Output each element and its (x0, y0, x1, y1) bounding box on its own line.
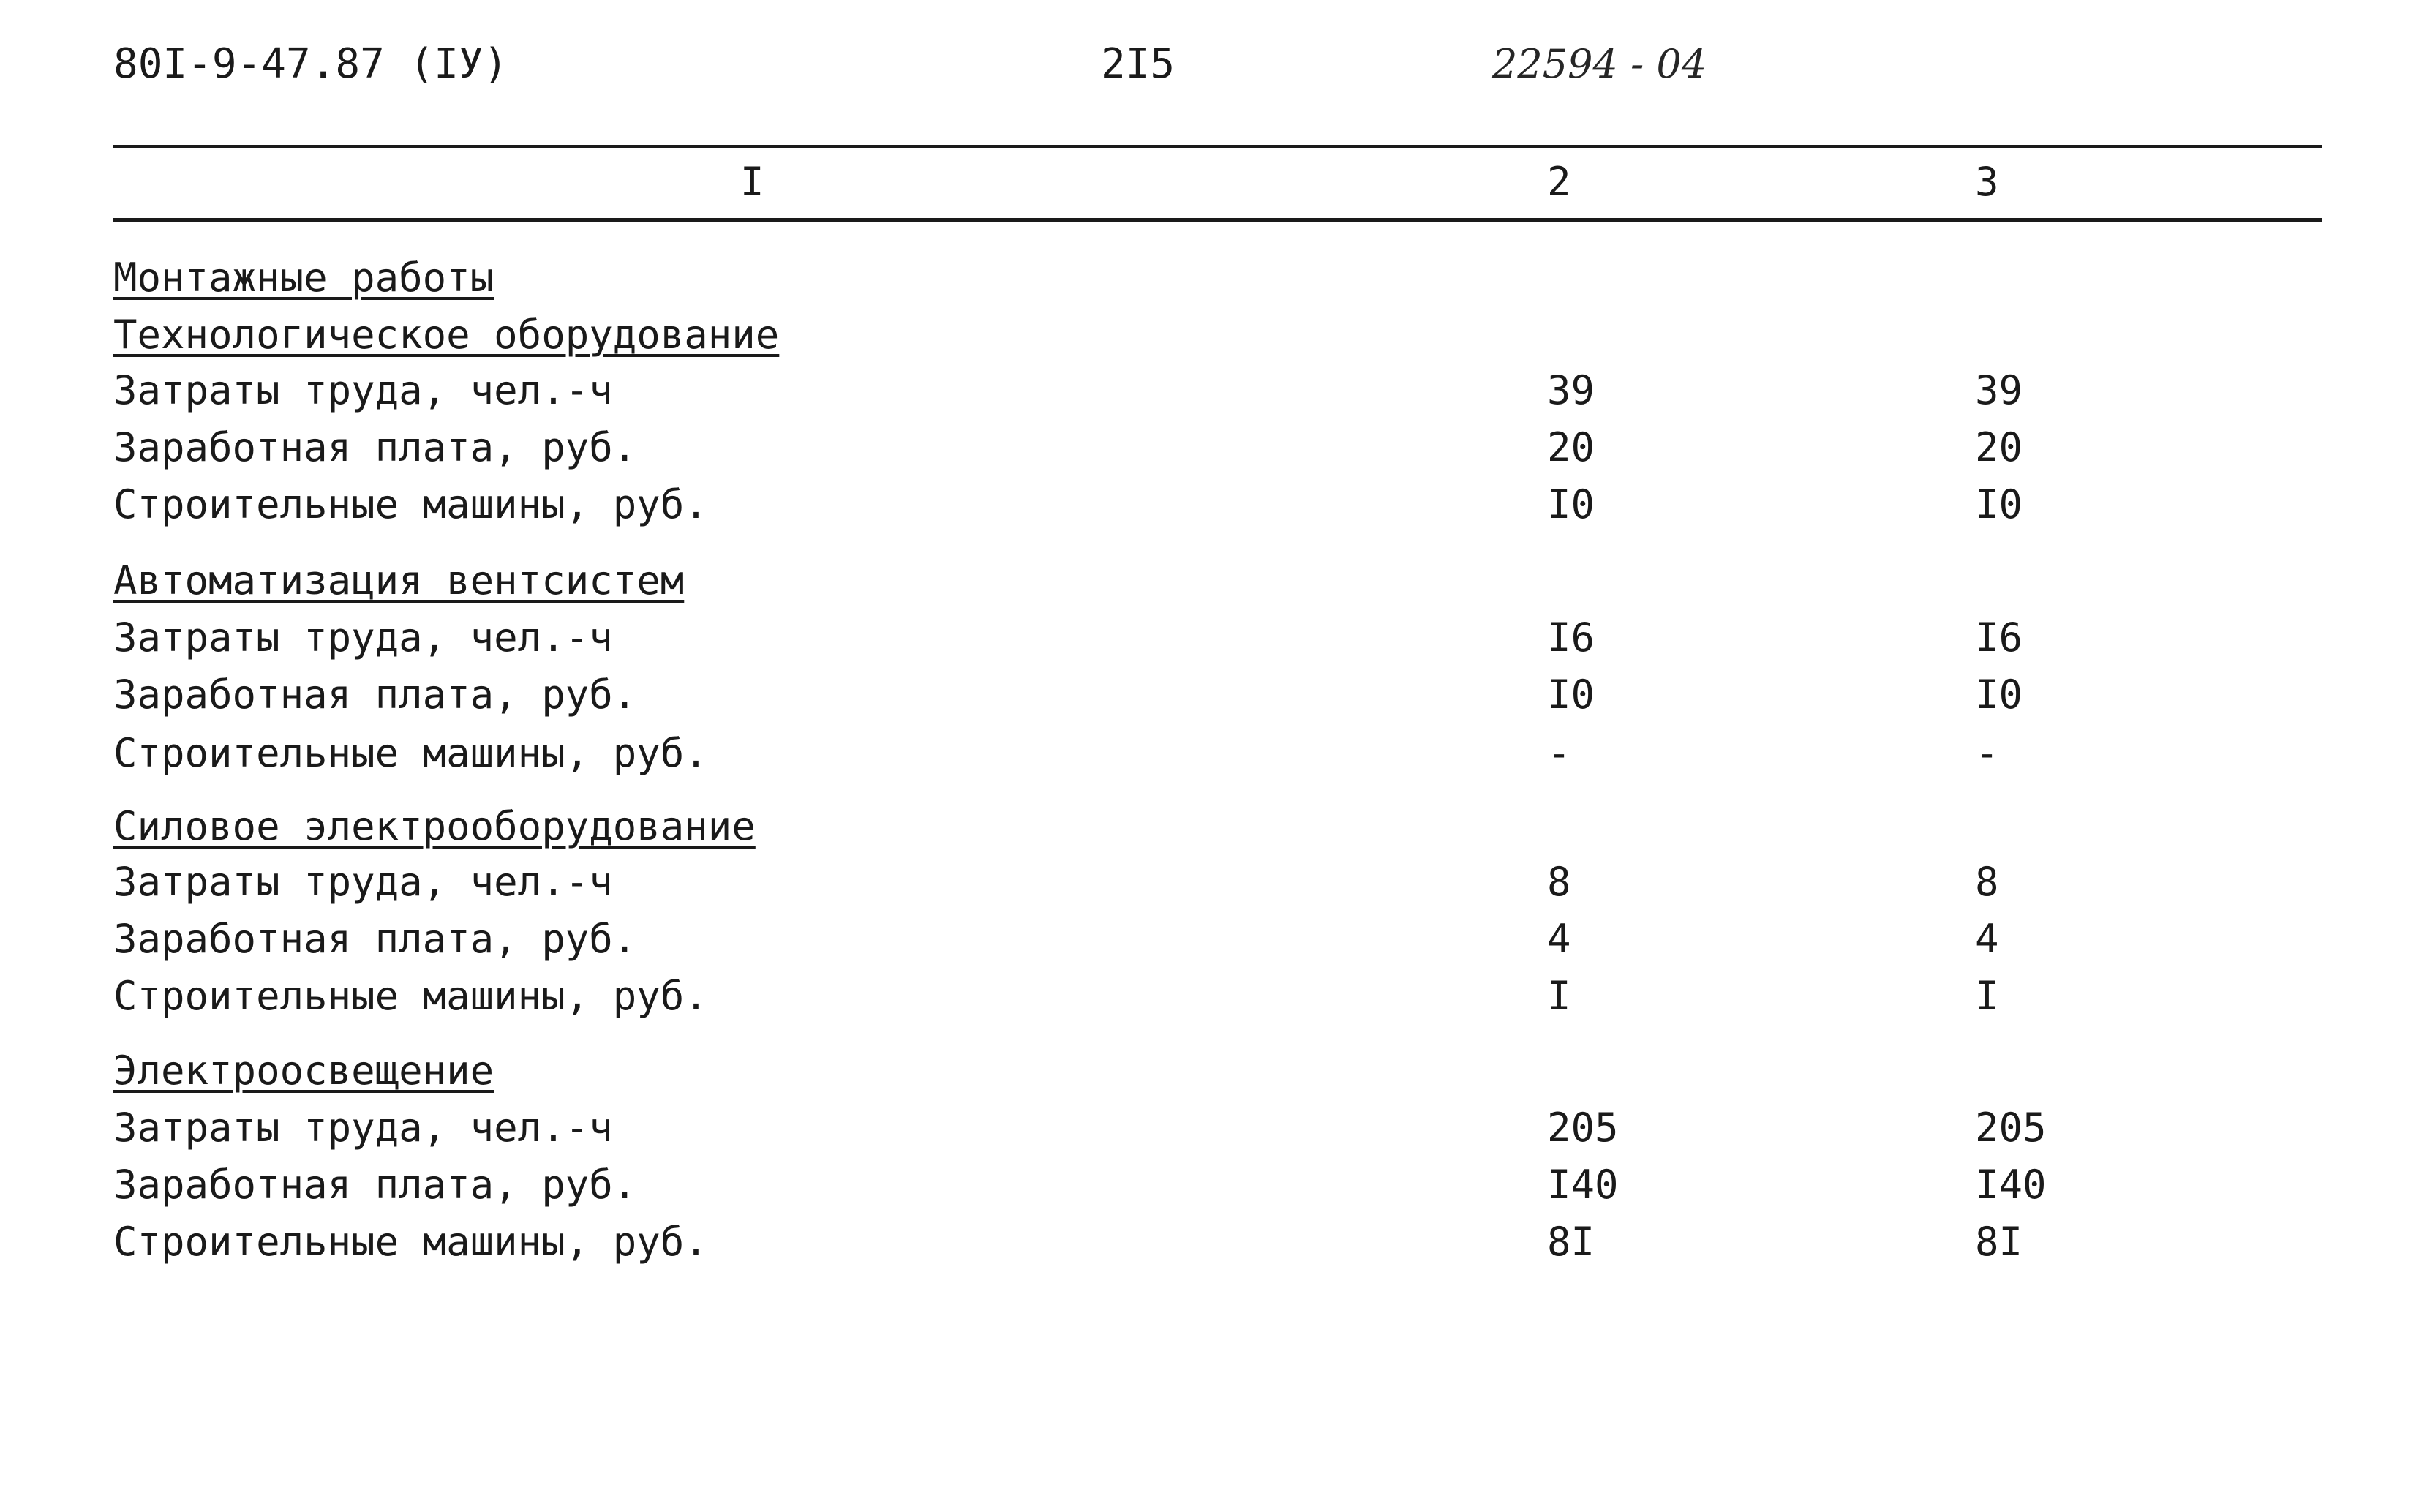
row-value-col2: I6 (1547, 614, 1595, 661)
row-value-col3: I (1975, 973, 1999, 1019)
row-value-col3: I0 (1975, 481, 2023, 527)
row-label: Затраты труда, чел.-ч (113, 614, 613, 661)
row-value-col2: 4 (1547, 916, 1571, 962)
table-header-rule (113, 218, 2322, 222)
handwritten-number: 22594 - 04 (1492, 41, 1707, 87)
row-value-col2: 20 (1547, 424, 1595, 470)
section-title-electric-lighting: Электроосвещение (113, 1048, 494, 1094)
page-number: 2I5 (1101, 40, 1175, 88)
row-label: Строительные машины, руб. (113, 481, 708, 527)
row-value-col2: - (1547, 730, 1571, 776)
table-row (0, 613, 2419, 666)
table-row (0, 1103, 2419, 1156)
table-row (0, 729, 2419, 781)
row-value-col3: 4 (1975, 916, 1999, 962)
table-row (0, 366, 2419, 418)
table-row (0, 670, 2419, 723)
row-value-col3: - (1975, 730, 1999, 776)
row-label: Строительные машины, руб. (113, 1219, 708, 1265)
section-title-power-electrical-equipment: Силовое электрооборудование (113, 803, 756, 849)
table-row (0, 423, 2419, 475)
row-label: Затраты труда, чел.-ч (113, 367, 613, 413)
row-label: Строительные машины, руб. (113, 973, 708, 1019)
row-label: Затраты труда, чел.-ч (113, 1105, 613, 1151)
row-value-col2: I (1547, 973, 1571, 1019)
table-row (0, 857, 2419, 910)
row-value-col3: 205 (1975, 1105, 2047, 1151)
section-title-ventilation-automation: Автоматизация вентсистем (113, 557, 685, 603)
row-label: Затраты труда, чел.-ч (113, 859, 613, 905)
row-label: Заработная плата, руб. (113, 672, 637, 718)
row-value-col3: 8 (1975, 859, 1999, 905)
table-top-rule (113, 145, 2322, 148)
row-value-col3: I0 (1975, 672, 2023, 718)
row-label: Заработная плата, руб. (113, 1162, 637, 1208)
row-value-col2: 39 (1547, 367, 1595, 413)
document-code: 80I-9-47.87 (IУ) (113, 40, 508, 88)
table-row (0, 480, 2419, 533)
row-value-col3: 39 (1975, 367, 2023, 413)
table-row (0, 1160, 2419, 1213)
column-header-1: I (740, 159, 764, 205)
table-row (0, 1217, 2419, 1270)
section-title-technological-equipment: Технологическое оборудование (113, 312, 780, 358)
row-value-col2: I0 (1547, 481, 1595, 527)
row-value-col3: I40 (1975, 1162, 2047, 1208)
row-value-col2: 205 (1547, 1105, 1619, 1151)
column-header-3: 3 (1975, 159, 1999, 205)
section-title-installation-works: Монтажные работы (113, 255, 494, 301)
row-label: Заработная плата, руб. (113, 916, 637, 962)
column-header-2: 2 (1547, 159, 1571, 205)
row-value-col3: 20 (1975, 424, 2023, 470)
table-row (0, 914, 2419, 967)
row-value-col2: I0 (1547, 672, 1595, 718)
row-label: Строительные машины, руб. (113, 730, 708, 776)
row-value-col2: 8I (1547, 1219, 1595, 1265)
row-value-col3: I6 (1975, 614, 2023, 661)
row-value-col3: 8I (1975, 1219, 2023, 1265)
row-value-col2: I40 (1547, 1162, 1619, 1208)
row-label: Заработная плата, руб. (113, 424, 637, 470)
row-value-col2: 8 (1547, 859, 1571, 905)
table-row (0, 971, 2419, 1024)
